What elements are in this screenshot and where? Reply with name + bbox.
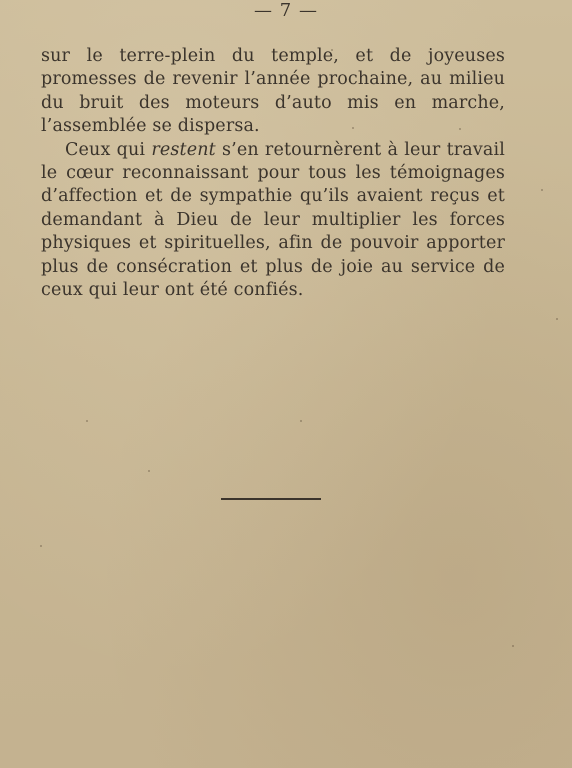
- section-divider-rule: [221, 498, 321, 500]
- paper-speck: [40, 545, 42, 547]
- paragraph-1: sur le terre-plein du temple, et de joyeuses promesses de revenir l’année prochaine, au milieu du bruit des moteurs d’auto mis en marche, l’assemblée se dispersa.: [41, 46, 505, 137]
- paper-speck: [86, 420, 88, 422]
- page-number: — 7 —: [254, 0, 318, 21]
- paper-speck: [300, 420, 302, 422]
- paper-speck: [512, 645, 514, 647]
- paper-speck: [148, 470, 150, 472]
- paragraph-2: [41, 139, 505, 303]
- paper-speck: [541, 189, 543, 191]
- paragraph-2-start: Ceux qui: [65, 139, 152, 160]
- body-text: [41, 45, 505, 302]
- paper-speck: [556, 318, 558, 320]
- paragraph-2-end: s’en retournèrent à leur travail le cœur reconnaissant pour tous les témoignages d’affection et de sympathie qu’ils avaient reçus et demandant à Dieu de leur multiplier les forces physiques et spirituelles, afin de pouvoir apporter plus de consécration et plus de joie au service de ceux qui leur ont été confiés.: [41, 139, 505, 301]
- emphasized-word: restent: [151, 139, 216, 160]
